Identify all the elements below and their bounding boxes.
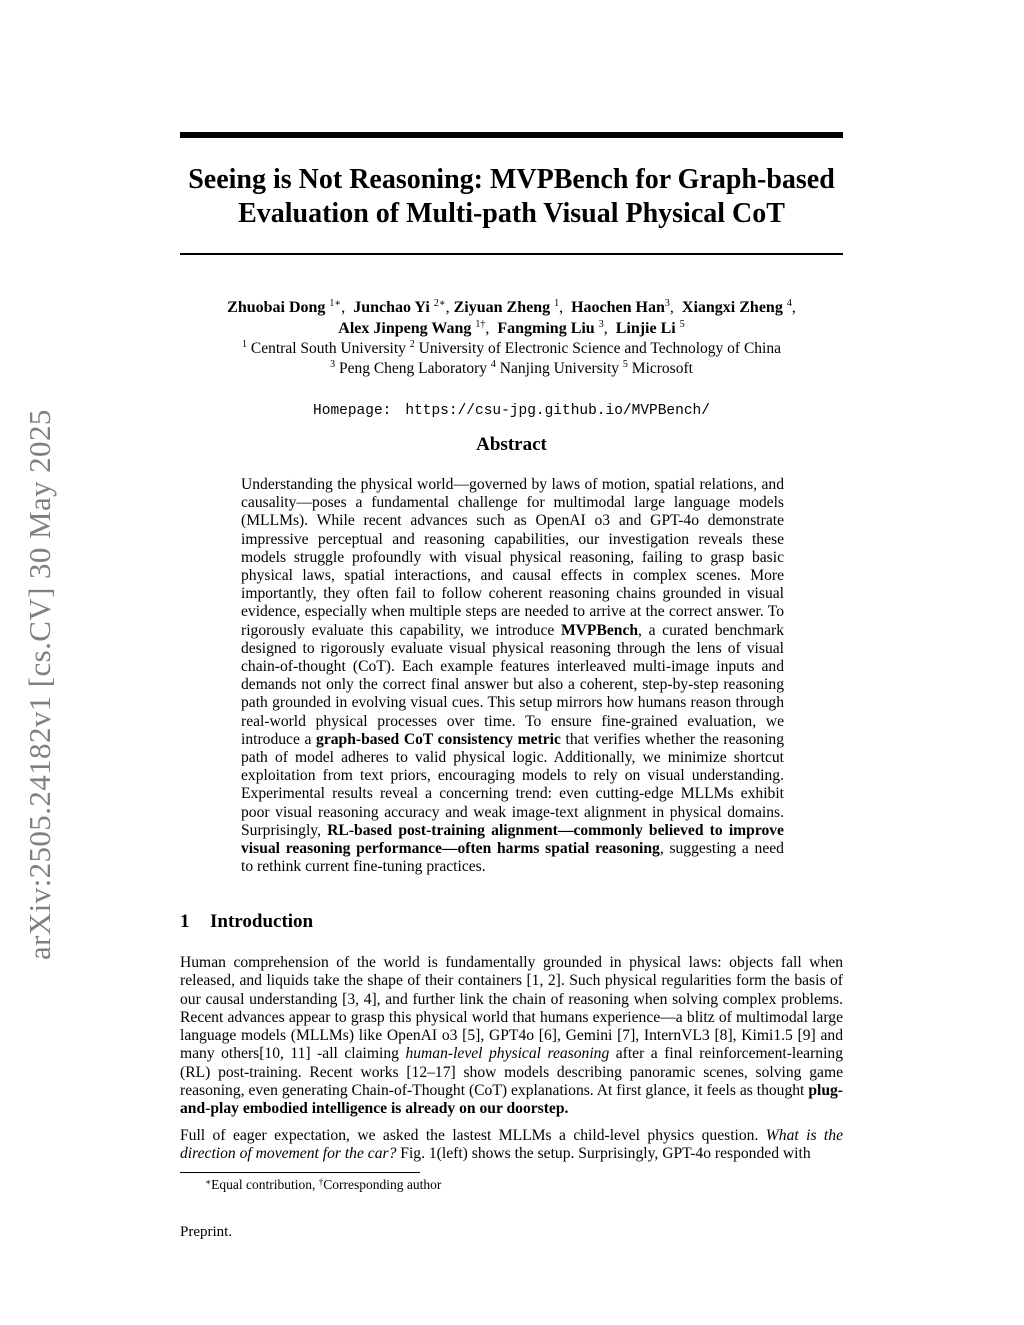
- footnote-mark: †: [318, 1177, 324, 1187]
- author-mark: 1: [554, 298, 560, 309]
- intro-bold-run: plug-and-play embodied intelligence is already on our doorstep.: [180, 1082, 843, 1118]
- footnote: [205, 1176, 441, 1193]
- affiliation-mark: 5: [622, 359, 628, 370]
- author-name: Haochen Han: [571, 299, 665, 316]
- author-name: Fangming Liu: [497, 320, 595, 337]
- intro-italic-question: What is the direction of movement for the car?: [180, 1126, 843, 1162]
- footnote-rule: [180, 1172, 420, 1173]
- introduction-body: [180, 954, 843, 1171]
- author-name: Alex Jinpeng Wang: [338, 320, 472, 337]
- arxiv-identifier-stamp: arXiv:2505.24182v1 [cs.CV] 30 May 2025: [22, 409, 57, 960]
- affiliation-name: Central South University: [250, 340, 406, 357]
- affiliation-line-1: [160, 339, 863, 359]
- author-name: Xiangxi Zheng: [681, 299, 783, 316]
- author-name: Linjie Li: [615, 320, 676, 337]
- abstract-text-run: , a curated benchmark designed to rigorously evaluate visual physical reasoning through the lens of visual chain-of-thought (CoT). Each example features interleaved multi-image inputs and demands not only the correct final answer but also a coherent, step-by-step reasoning path grounded in evolving visual cues. This setup mirrors how humans reason through real-world physical processes over time. To ensure fine-grained evaluation, we introduce a: [241, 621, 784, 748]
- footnote-mark: ∗: [205, 1177, 212, 1187]
- intro-paragraph-2: [180, 1127, 843, 1164]
- affiliation-mark: 3: [330, 359, 336, 370]
- homepage-link[interactable]: https://csu-jpg.github.io/MVPBench/: [405, 403, 710, 419]
- intro-paragraph-1: [180, 954, 843, 1119]
- affiliation-mark: 2: [409, 339, 415, 350]
- affiliation-name: Peng Cheng Laboratory: [338, 360, 488, 377]
- author-block: [160, 297, 863, 379]
- author-name: Zhuobai Dong: [227, 299, 326, 316]
- abstract-text-run: Understanding the physical world—governed by laws of motion, spatial relations, and causality—poses a fundamental challenge for multimodal large language models (MLLMs). While recent advances such as OpenAI o3 and GPT-4o demonstrate impressive perceptual and reasoning capabilities, our investigation reveals these models struggle profoundly with visual physical reasoning, failing to grasp basic physical laws, spatial interactions, and causal effects in complex scenes. More importantly, they often fail to follow coherent reasoning chains grounded in visual evidence, especially when multiple steps are needed to arrive at the correct answer. To rigorously evaluate this capability, we introduce: [241, 476, 784, 639]
- intro-text-run: after a final reinforcement-learning (RL) post-training. Recent works [12–17] show models describing panoramic scenes, solving game reasoning, even generating Chain-of-Thought (CoT) explanations. At first glance, it feels as thought: [180, 1045, 843, 1100]
- affiliation-mark: 1: [242, 339, 248, 350]
- author-mark: 3: [664, 298, 670, 309]
- homepage-label: Homepage:: [313, 403, 392, 419]
- intro-text-run: Fig. 1(left) shows the setup. Surprisingly, GPT-4o responded with: [396, 1144, 811, 1162]
- preprint-footer: Preprint.: [180, 1224, 233, 1240]
- affiliation-name: University of Electronic Science and Technology of China: [418, 340, 781, 357]
- abstract-text: [241, 476, 784, 876]
- author-mark: 4: [786, 298, 792, 309]
- intro-italic-run: human-level physical reasoning: [405, 1045, 610, 1063]
- intro-text-run: Human comprehension of the world is fundamentally grounded in physical laws: objects fall when released, and liquids take the shape of their containers [1, 2]. Such physical regularities form the basis of our causal understanding [3, 4], and further link the chain of reasoning when solving complex problems. Recent advances appear to grasp this physical world that humans experience—a blitz of multimodal large language models (MLLMs) like OpenAI o3 [5], GPT4o [6], Gemini [7], InternVL3 [8], Kimi1.5 [9] and many others[10, 11] -all claiming: [180, 954, 843, 1063]
- author-mark: 5: [679, 319, 685, 330]
- abstract-heading: Abstract: [476, 434, 547, 455]
- abstract-bold-metric: graph-based CoT consistency metric: [316, 730, 561, 748]
- intro-text-run: Full of eager expectation, we asked the lastest MLLMs a child-level physics question.: [180, 1126, 766, 1144]
- author-mark: 1†: [475, 319, 486, 330]
- author-line-1: Zhuobai Dong $^{1∗}$, Junchao Yi $^{2∗}$, Ziyuan Zheng $^1$, Haochen Han$^3$, Xiangxi Zheng $^4$,: [227, 298, 796, 316]
- footnote-text: Equal contribution,: [211, 1177, 319, 1192]
- author-name: Ziyuan Zheng: [453, 299, 551, 316]
- affiliation-mark: 4: [490, 359, 496, 370]
- author-name: Junchao Yi: [353, 299, 430, 316]
- title-top-rule: [180, 132, 843, 138]
- abstract-bold-benchmark: MVPBench: [560, 621, 639, 639]
- footnote-text: Corresponding author: [323, 1177, 442, 1192]
- abstract-bold-finding: RL-based post-training alignment—commonly believed to improve visual reasoning performance—often harms spatial reasoning: [241, 821, 784, 858]
- section-title: Introduction: [210, 911, 314, 932]
- author-mark: 1∗: [329, 298, 342, 309]
- author-mark: 3: [598, 319, 604, 330]
- section-heading-introduction: [180, 911, 313, 933]
- homepage-line: [160, 403, 863, 419]
- abstract-text-run: , suggesting a need to rethink current fine-tuning practices.: [241, 840, 784, 876]
- affiliation-line-2: [160, 359, 863, 379]
- title-bottom-rule: [180, 253, 843, 255]
- affiliation-name: Microsoft: [631, 360, 693, 377]
- abstract-text-run: that verifies whether the reasoning path of model adheres to valid physical logic. Additionally, we minimize shortcut exploitation from text priors, encouraging models to rely on visual understanding. Experimental results reveal a concerning trend: even cutting-edge MLLMs exhibit poor visual reasoning accuracy and weak image-text alignment in physical domains. Surprisingly,: [241, 730, 785, 839]
- author-mark: 2∗: [433, 298, 446, 309]
- section-number: 1: [180, 911, 190, 932]
- paper-title: Seeing is Not Reasoning: MVPBench for Graph-based Evaluation of Multi-path Visual Physical CoT: [188, 164, 835, 229]
- affiliation-name: Nanjing University: [499, 360, 620, 377]
- author-line-2: Alex Jinpeng Wang $^{1\dagger}$, Fangming Liu $^3$, Linjie Li $^5$: [338, 319, 685, 337]
